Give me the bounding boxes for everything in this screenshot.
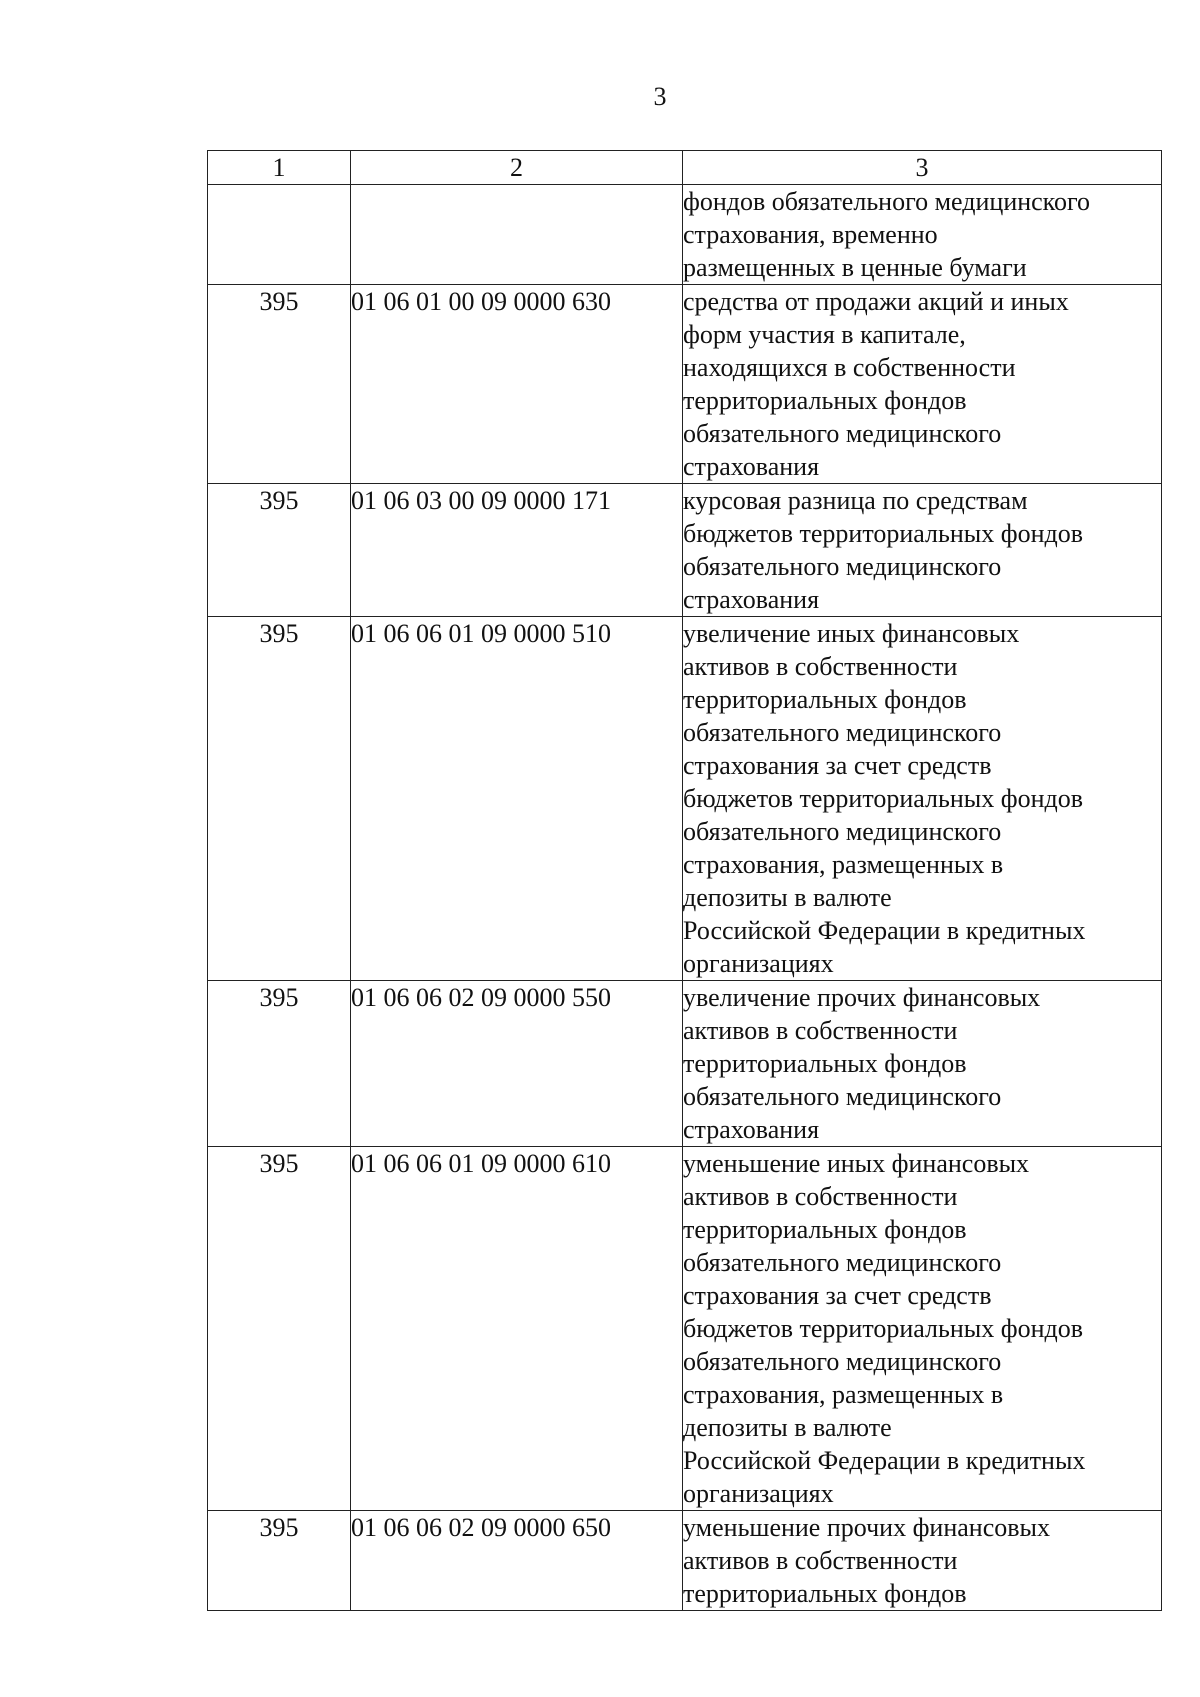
description-line: организациях <box>683 949 834 978</box>
description-line: территориальных фондов <box>683 685 967 714</box>
description-line: активов в собственности <box>683 652 958 681</box>
description-line: обязательного медицинского <box>683 718 1002 747</box>
description-line: страхования <box>683 452 820 481</box>
description-line: обязательного медицинского <box>683 817 1002 846</box>
admin-code-cell: 395 <box>208 617 351 981</box>
budget-classification-code-cell: 01 06 06 02 09 0000 550 <box>351 981 683 1147</box>
description-line: средства от продажи акций и иных <box>683 287 1069 316</box>
description-line: страхования за счет средств <box>683 751 992 780</box>
table-row <box>208 617 1162 981</box>
description-line: депозиты в валюте <box>683 883 892 912</box>
description-line: активов в собственности <box>683 1016 958 1045</box>
description-cell <box>683 484 1162 617</box>
description-line: форм участия в капитале, <box>683 320 966 349</box>
description-line: размещенных в ценные бумаги <box>683 253 1027 282</box>
description-line: обязательного медицинского <box>683 1347 1002 1376</box>
description-line: страхования <box>683 1115 820 1144</box>
budget-classification-code-cell: 01 06 06 01 09 0000 510 <box>351 617 683 981</box>
admin-code-cell: 395 <box>208 484 351 617</box>
description-line: Российской Федерации в кредитных <box>683 916 1086 945</box>
description-line: уменьшение прочих финансовых <box>683 1513 1050 1542</box>
table-row <box>208 1511 1162 1611</box>
description-cell <box>683 1147 1162 1511</box>
description-line: страхования <box>683 585 820 614</box>
description-line: страхования за счет средств <box>683 1281 992 1310</box>
description-line: территориальных фондов <box>683 1049 967 1078</box>
description-line: страхования, размещенных в <box>683 1380 1004 1409</box>
description-line: бюджетов территориальных фондов <box>683 519 1084 548</box>
description-cell <box>683 981 1162 1147</box>
admin-code-cell <box>208 185 351 285</box>
description-line: страхования, временно <box>683 220 938 249</box>
table-row <box>208 185 1162 285</box>
description-line: фондов обязательного медицинского <box>683 187 1091 216</box>
page-number: 3 <box>653 82 667 111</box>
table-row <box>208 484 1162 617</box>
description-line: Российской Федерации в кредитных <box>683 1446 1086 1475</box>
description-line: находящихся в собственности <box>683 353 1016 382</box>
admin-code-cell: 395 <box>208 981 351 1147</box>
description-line: территориальных фондов <box>683 386 967 415</box>
description-line: обязательного медицинского <box>683 552 1002 581</box>
description-line: территориальных фондов <box>683 1215 967 1244</box>
header-cell-2: 2 <box>351 151 683 185</box>
table-row <box>208 1147 1162 1511</box>
description-cell <box>683 1511 1162 1611</box>
header-cell-3: 3 <box>683 151 1162 185</box>
description-line: территориальных фондов <box>683 1579 967 1608</box>
description-line: бюджетов территориальных фондов <box>683 1314 1084 1343</box>
admin-code-cell: 395 <box>208 1511 351 1611</box>
description-line: обязательного медицинского <box>683 1248 1002 1277</box>
description-line: увеличение иных финансовых <box>683 619 1020 648</box>
description-line: курсовая разница по средствам <box>683 486 1028 515</box>
budget-classification-code-cell: 01 06 03 00 09 0000 171 <box>351 484 683 617</box>
budget-classification-code-cell <box>351 185 683 285</box>
description-line: организациях <box>683 1479 834 1508</box>
admin-code-cell: 395 <box>208 1147 351 1511</box>
description-line: активов в собственности <box>683 1182 958 1211</box>
description-line: обязательного медицинского <box>683 1082 1002 1111</box>
description-line: активов в собственности <box>683 1546 958 1575</box>
description-line: страхования, размещенных в <box>683 850 1004 879</box>
budget-classification-code-cell: 01 06 01 00 09 0000 630 <box>351 285 683 484</box>
table-header-row <box>208 151 1162 185</box>
header-cell-1: 1 <box>208 151 351 185</box>
admin-code-cell: 395 <box>208 285 351 484</box>
description-cell <box>683 285 1162 484</box>
description-line: бюджетов территориальных фондов <box>683 784 1084 813</box>
description-cell <box>683 617 1162 981</box>
description-line: депозиты в валюте <box>683 1413 892 1442</box>
description-line: увеличение прочих финансовых <box>683 983 1041 1012</box>
description-cell <box>683 185 1162 285</box>
table-row <box>208 981 1162 1147</box>
budget-classification-code-cell: 01 06 06 01 09 0000 610 <box>351 1147 683 1511</box>
table-row <box>208 285 1162 484</box>
budget-classification-code-cell: 01 06 06 02 09 0000 650 <box>351 1511 683 1611</box>
classification-table <box>207 150 1162 1611</box>
description-line: уменьшение иных финансовых <box>683 1149 1030 1178</box>
description-line: обязательного медицинского <box>683 419 1002 448</box>
